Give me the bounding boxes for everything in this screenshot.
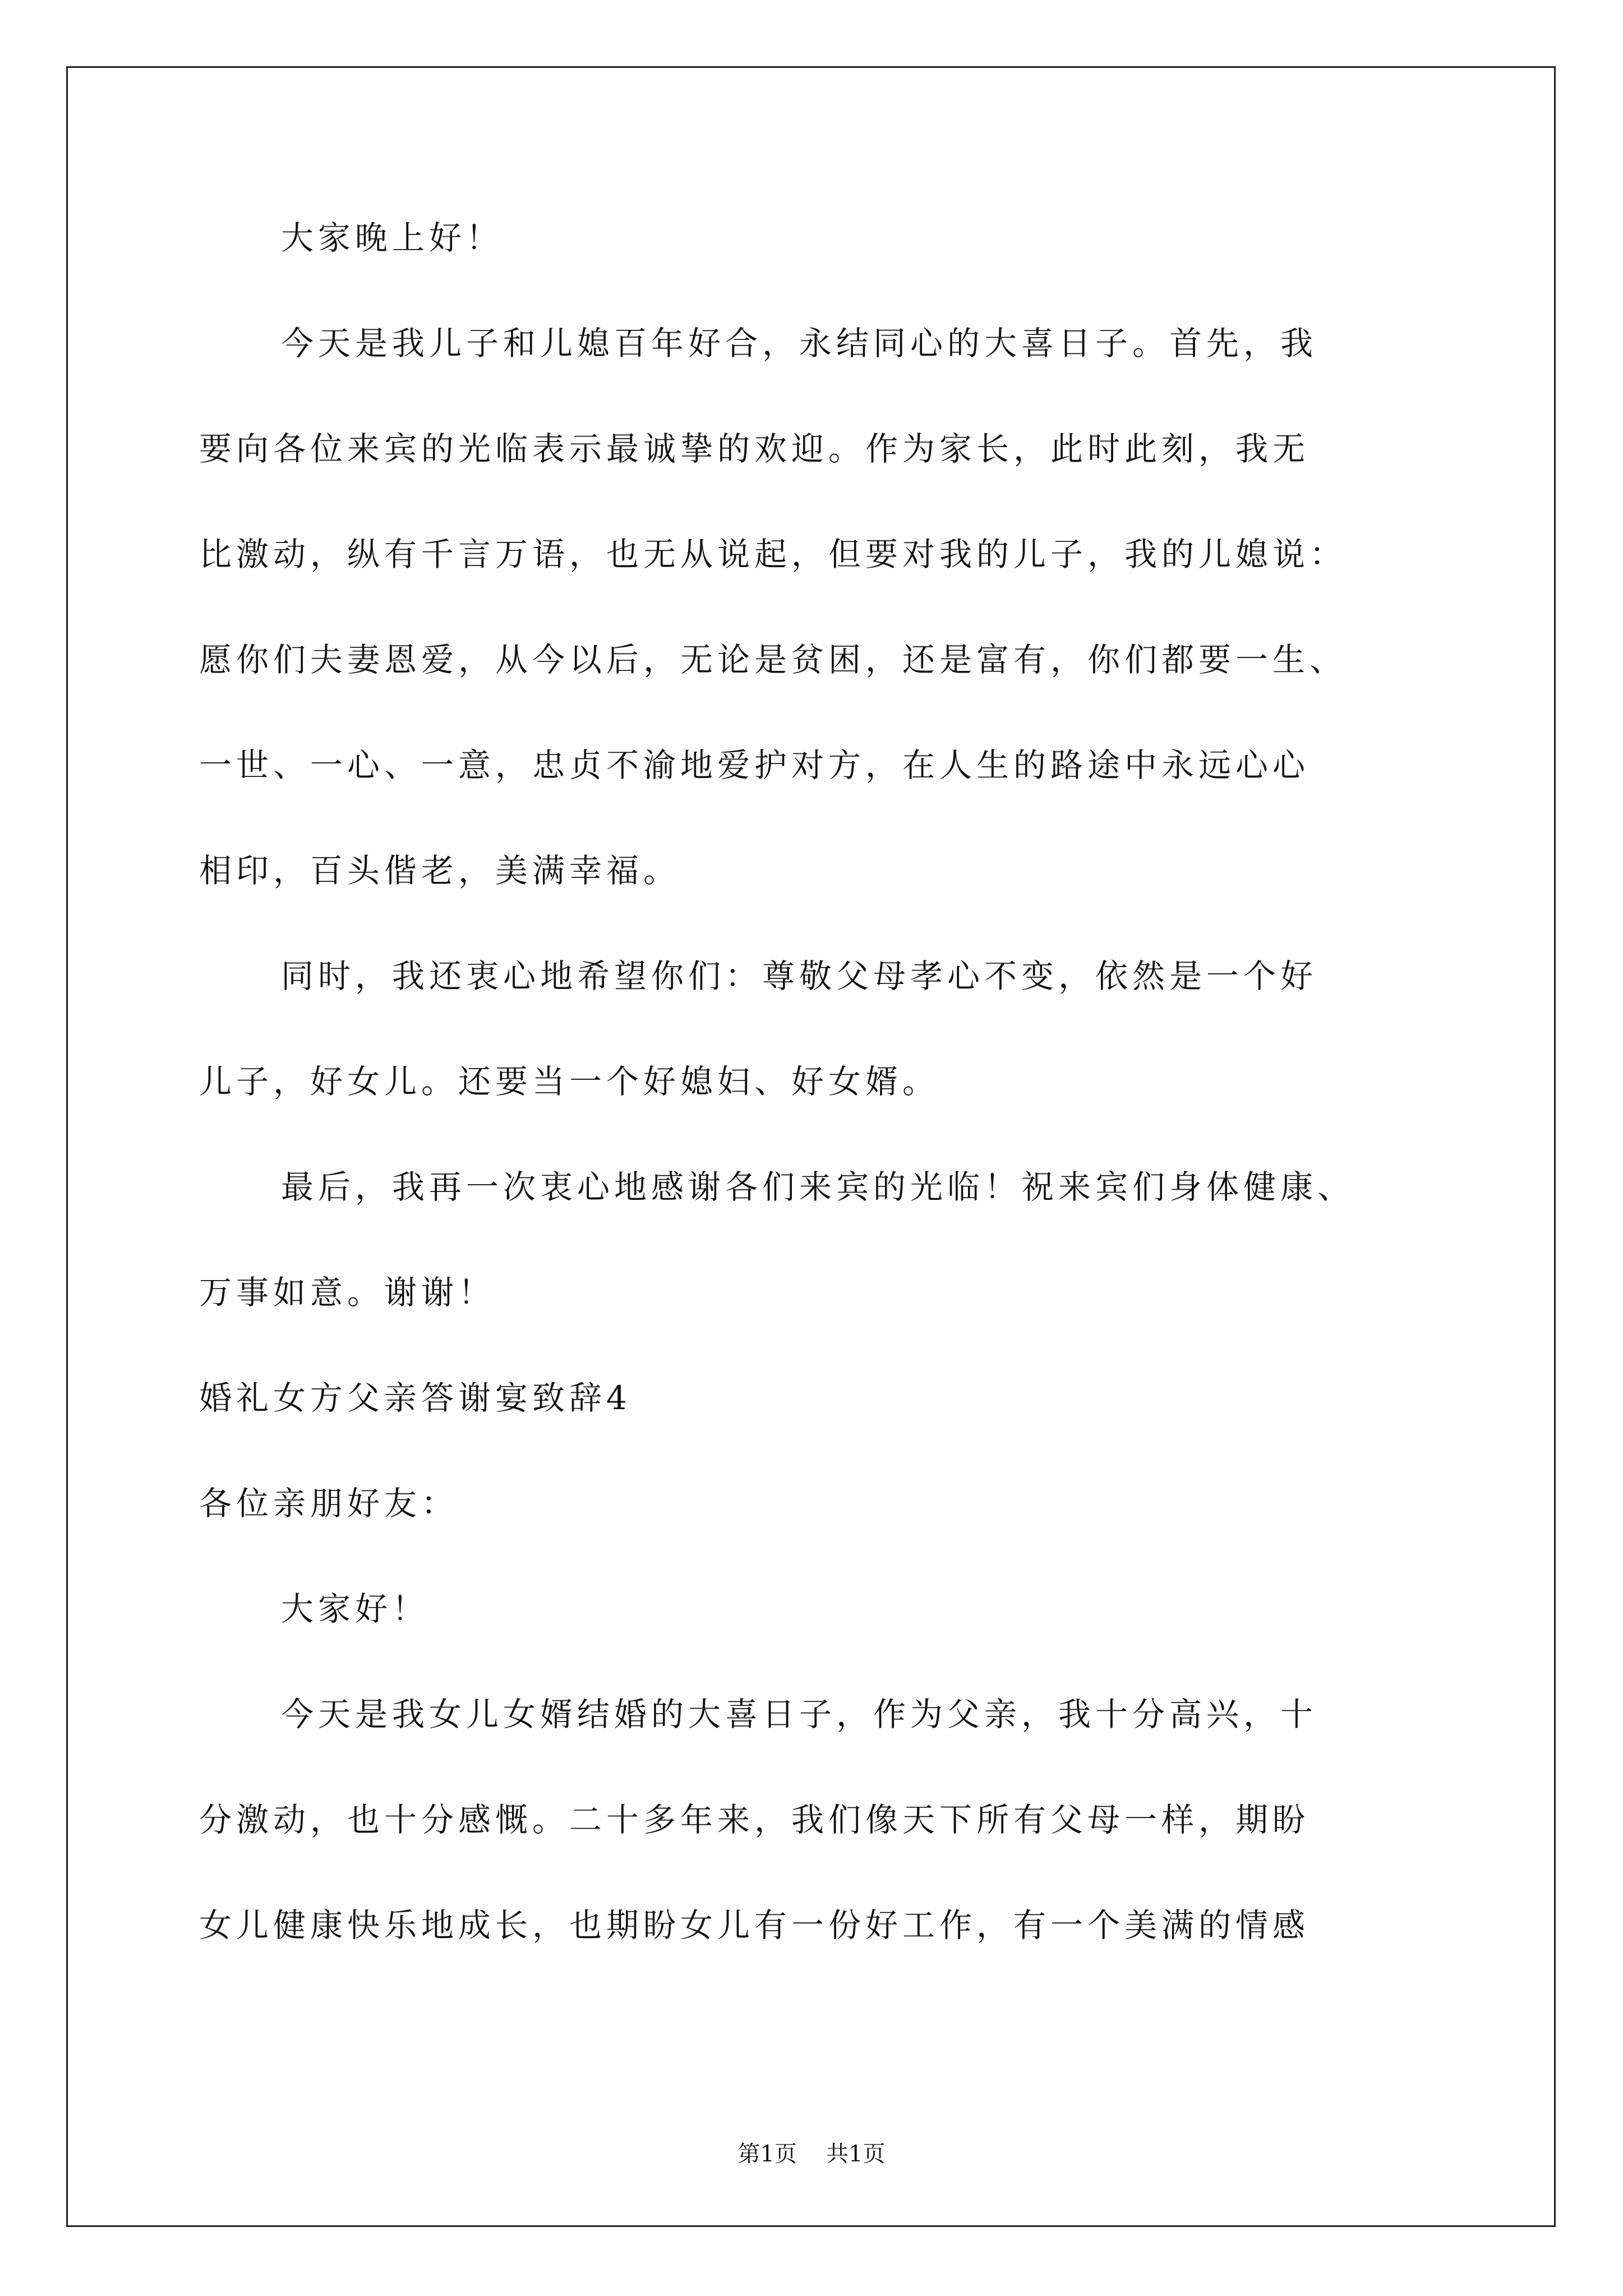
paragraph-line: 万事如意。谢谢！ <box>199 1273 496 1312</box>
paragraph-line: 相印，百头偕老，美满幸福。 <box>199 852 681 890</box>
paragraph-line: 大家好！ <box>281 1590 430 1628</box>
page-footer <box>0 2136 1623 2168</box>
salutation-line: 各位亲朋好友： <box>199 1484 459 1522</box>
paragraph-line: 今天是我女儿女婿结婚的大喜日子，作为父亲，我十分高兴，十 <box>281 1695 1318 1733</box>
paragraph-line: 儿子，好女儿。还要当一个好媳妇、好女婿。 <box>199 1062 940 1101</box>
paragraph-line: 女儿健康快乐地成长，也期盼女儿有一份好工作，有一个美满的情感 <box>199 1906 1310 1944</box>
paragraph-line: 同时，我还衷心地希望你们：尊敬父母孝心不变，依然是一个好 <box>281 957 1318 995</box>
page-border <box>66 66 1556 2227</box>
paragraph-line: 一世、一心、一意，忠贞不渝地爱护对方，在人生的路途中永远心心 <box>199 746 1310 784</box>
page-total: 共1页 <box>826 2141 886 2167</box>
paragraph-line: 愿你们夫妻恩爱，从今以后，无论是贫困，还是富有，你们都要一生、 <box>199 641 1347 679</box>
paragraph-line: 大家晚上好！ <box>281 219 504 257</box>
section-heading: 婚礼女方父亲答谢宴致辞4 <box>199 1379 631 1417</box>
paragraph-line: 分激动，也十分感慨。二十多年来，我们像天下所有父母一样，期盼 <box>199 1801 1310 1839</box>
paragraph-line: 今天是我儿子和儿媳百年好合，永结同心的大喜日子。首先，我 <box>281 324 1318 362</box>
page-number: 第1页 <box>737 2141 797 2167</box>
paragraph-line: 最后，我再一次衷心地感谢各们来宾的光临！祝来宾们身体健康、 <box>281 1168 1355 1206</box>
paragraph-line: 要向各位来宾的光临表示最诚挚的欢迎。作为家长，此时此刻，我无 <box>199 430 1310 468</box>
paragraph-line: 比激动，纵有千言万语，也无从说起，但要对我的儿子，我的儿媳说： <box>199 535 1347 573</box>
